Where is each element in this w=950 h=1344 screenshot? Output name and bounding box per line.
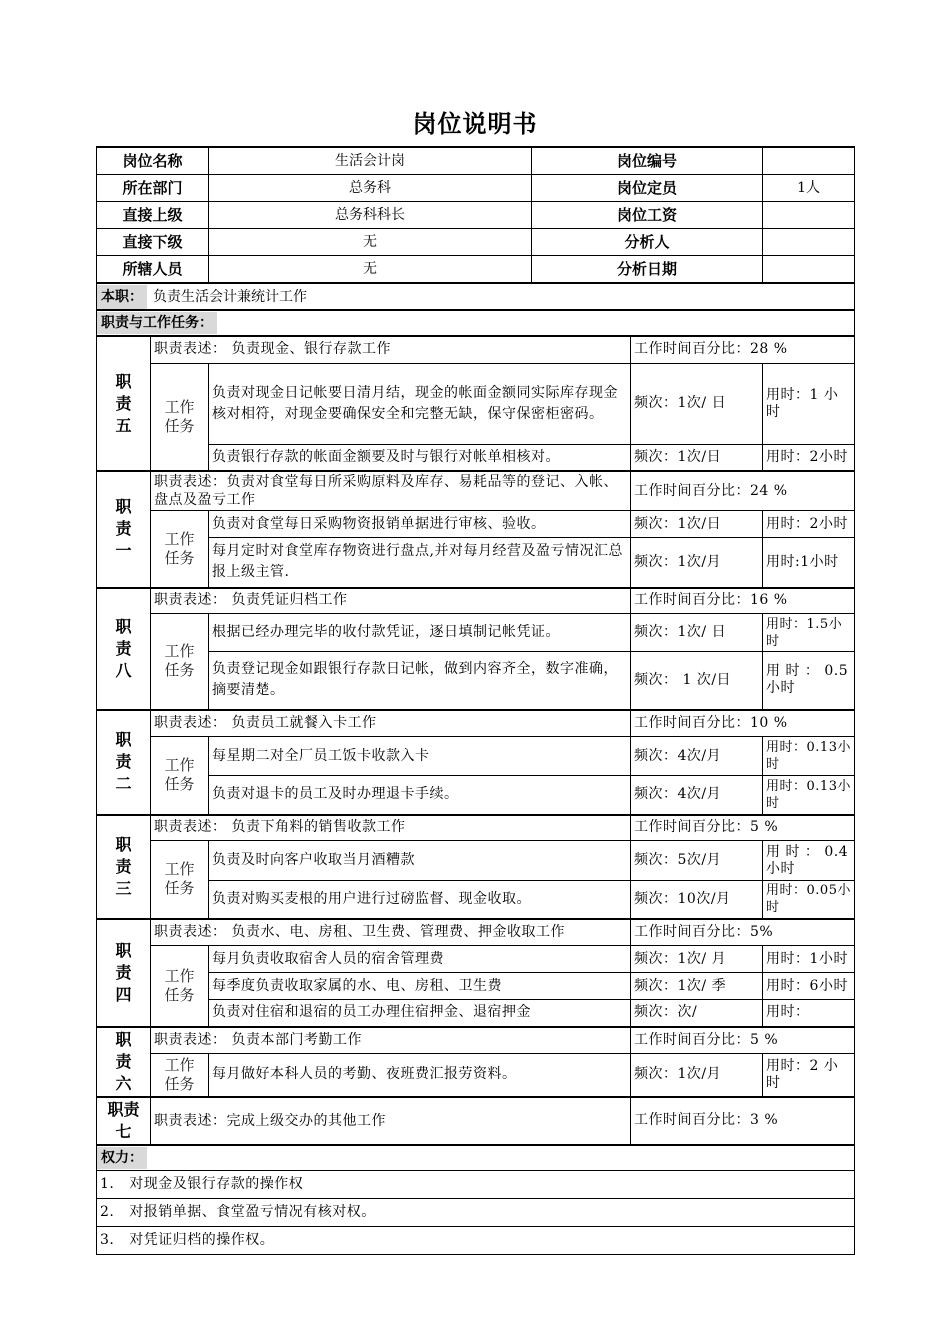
header-split	[209, 175, 763, 202]
duty-desc-row	[97, 1027, 855, 1054]
main-duty	[97, 283, 855, 310]
duty-time-percentage: 工作时间百分比：24 %	[631, 471, 855, 511]
duty-description: 职责表述：完成上级交办的其他工作	[151, 1097, 631, 1145]
header-value: 无	[209, 256, 532, 282]
duty-description: 职责表述： 负责下角料的销售收款工作	[151, 815, 631, 841]
task-duration: 用时：0.13小时	[763, 776, 855, 815]
task-row	[97, 652, 855, 710]
main-duty-label: 本职：	[97, 285, 147, 309]
task-duration: 用时：1.5小时	[763, 614, 855, 652]
job-description-table	[96, 146, 855, 1255]
task-row	[97, 776, 855, 815]
task-duration: 用时：2小时	[763, 444, 855, 471]
header-value: 无	[209, 229, 532, 255]
authority-item-row	[97, 1199, 855, 1227]
header-value: 生活会计岗	[209, 148, 532, 174]
task-duration: 用时：1 小时	[763, 363, 855, 444]
duty-desc-row	[97, 1097, 855, 1145]
duty-description: 职责表述：负责对食堂每日所采购原料及库存、易耗品等的登记、入帐、盘点及盈亏工作	[151, 471, 631, 511]
task-text: 每月做好本科人员的考勤、夜班费汇报劳资料。	[209, 1053, 631, 1096]
header-label: 所辖人员	[97, 256, 209, 284]
header-label: 岗位定员	[617, 179, 678, 197]
task-row	[97, 363, 855, 444]
duty-desc-row	[97, 710, 855, 737]
header-label: 岗位编号	[617, 152, 678, 170]
duty-time-percentage: 工作时间百分比：5%	[631, 919, 855, 946]
task-row	[97, 946, 855, 973]
header-value: 总务科科长	[209, 202, 532, 228]
header-value: 总务科	[209, 175, 532, 201]
duty-name: 职 责 八	[97, 588, 151, 710]
authority-item-row	[97, 1227, 855, 1255]
task-row	[97, 737, 855, 776]
main-duty-row	[97, 283, 855, 310]
duties-section-row	[97, 310, 855, 336]
task-text: 负责对住宿和退宿的员工办理住宿押金、退宿押金	[209, 1000, 631, 1027]
task-frequency: 频次：1次/月	[631, 1053, 763, 1096]
authority-label: 权力：	[97, 1147, 147, 1169]
task-frequency: 频次：5次/月	[631, 841, 763, 881]
task-frequency: 频次：10次/月	[631, 881, 763, 919]
task-text: 每星期二对全厂员工饭卡收款入卡	[209, 737, 631, 776]
task-row	[97, 1000, 855, 1027]
duty-desc-row	[97, 919, 855, 946]
task-row	[97, 1053, 855, 1096]
duty-name: 职 责 三	[97, 815, 151, 919]
work-tasks-label: 工作 任务	[151, 511, 209, 588]
duty-desc-row	[97, 336, 855, 363]
duty-desc-row	[97, 588, 855, 614]
header-split	[209, 202, 763, 229]
task-frequency: 频次：1次/ 月	[631, 946, 763, 973]
header-row	[97, 202, 855, 229]
work-tasks-label: 工作 任务	[151, 841, 209, 919]
duties-section-label: 职责与工作任务：	[97, 312, 217, 334]
header-label: 岗位名称	[97, 147, 209, 175]
header-label: 分析人	[624, 233, 670, 251]
header-label: 分析日期	[617, 260, 678, 278]
header-row	[97, 256, 855, 284]
duty-time-percentage: 工作时间百分比：10 %	[631, 710, 855, 737]
duty-name: 职 责 五	[97, 336, 151, 471]
task-text: 负责银行存款的帐面金额要及时与银行对帐单相核对。	[209, 444, 631, 471]
authority-section	[97, 1145, 855, 1171]
task-text: 每月负责收取宿舍人员的宿舍管理费	[209, 946, 631, 973]
main-duty-text: 负责生活会计兼统计工作	[153, 288, 307, 305]
work-tasks-label: 工作 任务	[151, 614, 209, 710]
authority-item: 3. 对凭证归档的操作权。	[97, 1227, 855, 1255]
task-duration: 用 时 ： 0.5 小时	[763, 652, 855, 710]
header-split	[209, 256, 763, 284]
task-text: 根据已经办理完毕的收付款凭证，逐日填制记帐凭证。	[209, 614, 631, 652]
task-text: 负责对现金日记帐要日清月结，现金的帐面金额同实际库存现金核对相符，对现金要确保安全和完整无缺，保守保密柜密码。	[209, 363, 631, 444]
header-split	[209, 229, 763, 256]
header-label: 直接上级	[97, 202, 209, 229]
header-label: 岗位工资	[617, 206, 678, 224]
task-duration: 用时：	[763, 1000, 855, 1027]
task-text: 负责对退卡的员工及时办理退卡手续。	[209, 776, 631, 815]
duty-time-percentage: 工作时间百分比：28 %	[631, 336, 855, 363]
header-split	[209, 147, 763, 175]
task-text: 每月定时对食堂库存物资进行盘点,并对每月经营及盈亏情况汇总报上级主管.	[209, 538, 631, 588]
duty-time-percentage: 工作时间百分比：16 %	[631, 588, 855, 614]
header-value	[763, 229, 855, 256]
task-text: 负责及时向客户收取当月酒糟款	[209, 841, 631, 881]
task-frequency: 频次：次/	[631, 1000, 763, 1027]
authority-item: 2. 对报销单据、食堂盈亏情况有核对权。	[97, 1199, 855, 1227]
duty-time-percentage: 工作时间百分比：5 %	[631, 1027, 855, 1054]
task-row	[97, 841, 855, 881]
task-frequency: 频次：1次/ 季	[631, 973, 763, 1000]
duty-name: 职 责 六	[97, 1027, 151, 1097]
header-value	[763, 256, 855, 284]
duty-name: 职 责 二	[97, 710, 151, 815]
work-tasks-label: 工作 任务	[151, 363, 209, 471]
duty-desc-row	[97, 471, 855, 511]
task-text: 每季度负责收取家属的水、电、房租、卫生费	[209, 973, 631, 1000]
header-label: 所在部门	[97, 175, 209, 202]
duty-time-percentage: 工作时间百分比：3 %	[631, 1097, 855, 1145]
task-duration: 用时:1小时	[763, 538, 855, 588]
header-row	[97, 147, 855, 175]
task-text: 负责对购买麦根的用户进行过磅监督、现金收取。	[209, 881, 631, 919]
task-duration: 用时：0.05小时	[763, 881, 855, 919]
task-duration: 用时：1小时	[763, 946, 855, 973]
work-tasks-label: 工作 任务	[151, 946, 209, 1027]
authority-item: 1. 对现金及银行存款的操作权	[97, 1171, 855, 1199]
task-row	[97, 444, 855, 471]
header-value	[763, 147, 855, 175]
work-tasks-label: 工作 任务	[151, 1053, 209, 1096]
header-row	[97, 175, 855, 202]
duty-name: 职 责 四	[97, 919, 151, 1027]
task-frequency: 频次：4次/月	[631, 737, 763, 776]
duty-desc-row	[97, 815, 855, 841]
authority-section-row	[97, 1145, 855, 1171]
duty-name: 职责 七	[97, 1097, 151, 1145]
duty-name: 职 责 一	[97, 471, 151, 588]
duty-description: 职责表述： 负责水、电、房租、卫生费、管理费、押金收取工作	[151, 919, 631, 946]
header-value	[763, 202, 855, 229]
duty-description: 职责表述： 负责现金、银行存款工作	[151, 336, 631, 363]
duty-description: 职责表述： 负责本部门考勤工作	[151, 1027, 631, 1054]
task-text: 负责登记现金如跟银行存款日记帐，做到内容齐全，数字准确，摘要清楚。	[209, 652, 631, 710]
task-row	[97, 614, 855, 652]
task-duration: 用时：6小时	[763, 973, 855, 1000]
header-label: 直接下级	[97, 229, 209, 256]
page-title: 岗位说明书	[412, 110, 538, 138]
task-duration: 用时：2 小时	[763, 1053, 855, 1096]
duty-description: 职责表述： 负责凭证归档工作	[151, 588, 631, 614]
task-row	[97, 973, 855, 1000]
duties-section	[97, 310, 855, 336]
task-row	[97, 881, 855, 919]
task-row	[97, 511, 855, 538]
header-row	[97, 229, 855, 256]
header-value: 1人	[763, 175, 855, 202]
task-duration: 用 时 ： 0.4 小时	[763, 841, 855, 881]
task-frequency: 频次：1次/日	[631, 511, 763, 538]
task-text: 负责对食堂每日采购物资报销单据进行审核、验收。	[209, 511, 631, 538]
task-duration: 用时：0.13小时	[763, 737, 855, 776]
task-frequency: 频次：1次/ 日	[631, 363, 763, 444]
authority-item-row	[97, 1171, 855, 1199]
task-frequency: 频次：1次/日	[631, 444, 763, 471]
work-tasks-label: 工作 任务	[151, 737, 209, 815]
duty-description: 职责表述： 负责员工就餐入卡工作	[151, 710, 631, 737]
task-duration: 用时：2小时	[763, 511, 855, 538]
task-frequency: 频次：4次/月	[631, 776, 763, 815]
task-frequency: 频次：1次/月	[631, 538, 763, 588]
duty-time-percentage: 工作时间百分比：5 %	[631, 815, 855, 841]
task-frequency: 频次：1次/ 日	[631, 614, 763, 652]
task-frequency: 频次： 1 次/日	[631, 652, 763, 710]
task-row	[97, 538, 855, 588]
